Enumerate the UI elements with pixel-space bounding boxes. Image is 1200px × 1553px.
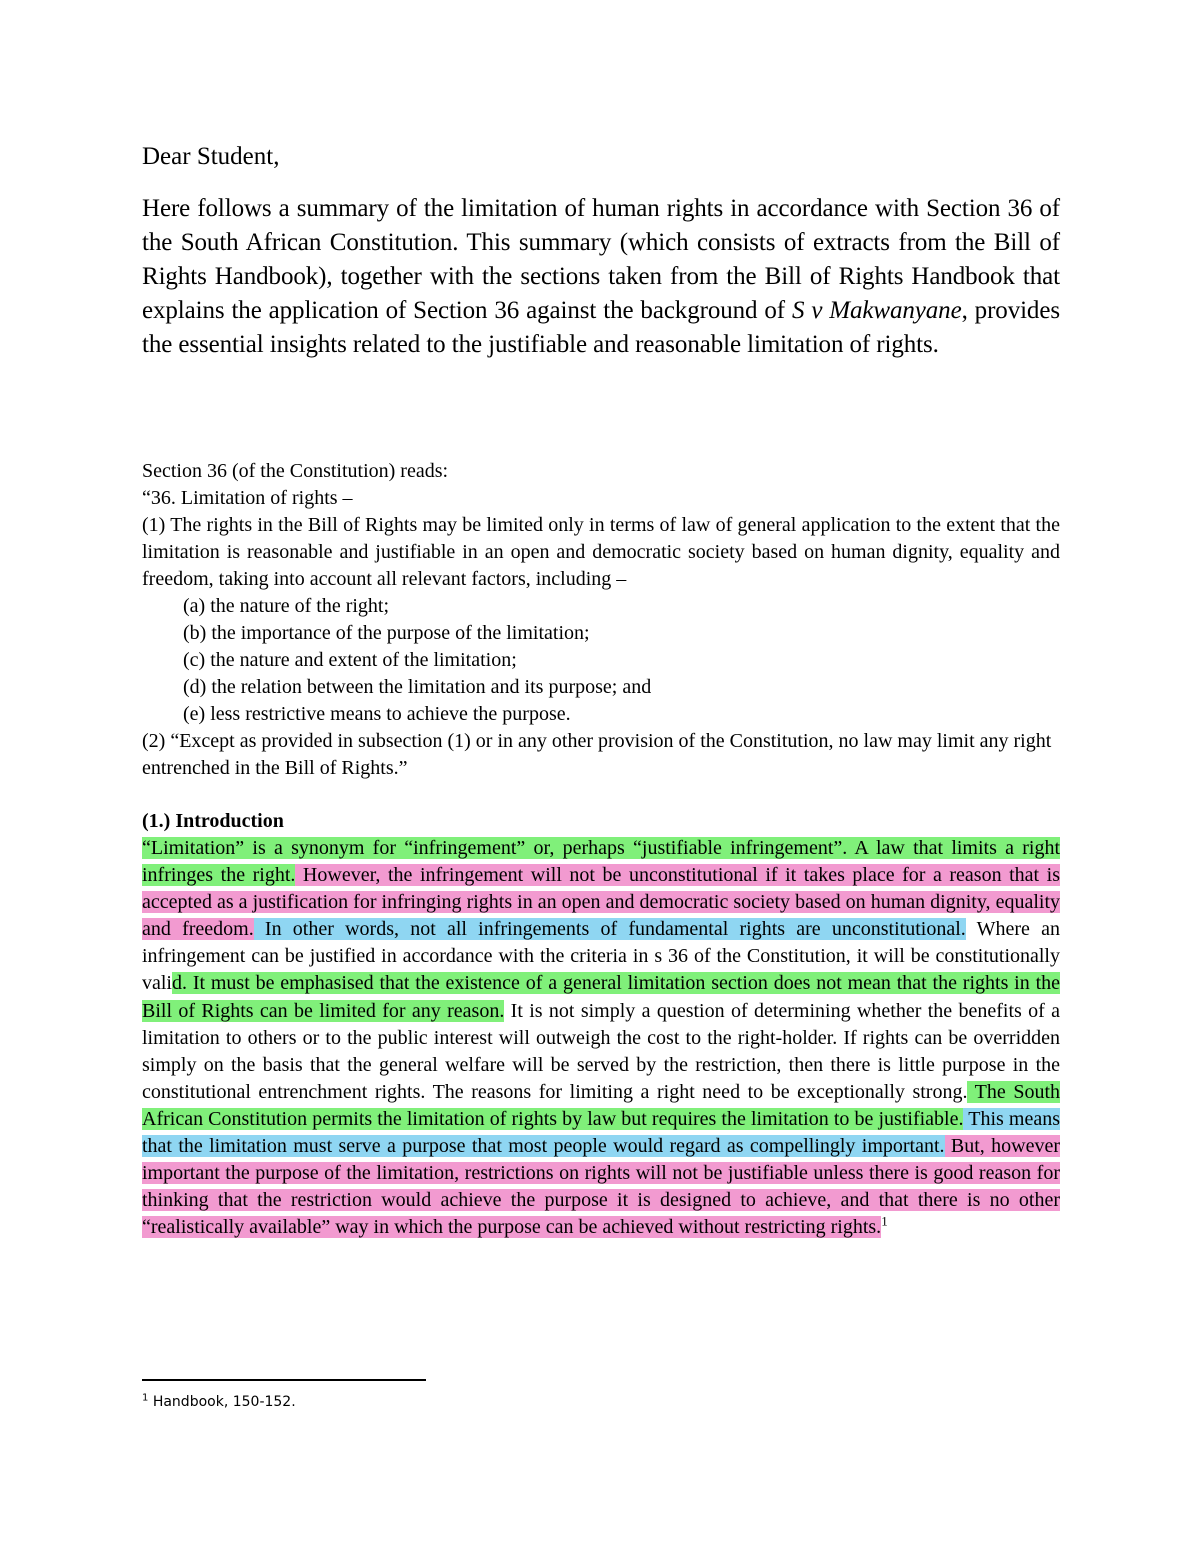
- highlight-pink: However, the infringement will not be unconstitutional if it takes place for a reason that is accepted as a justification for infringing rights in an open and democratic society based on human dignity, equality and freedom.: [142, 864, 1060, 941]
- introduction-body: [142, 835, 1060, 1241]
- highlight-green: “Limitation” is a synonym for “infringement” or, perhaps “justifiable infringement”. A law that limits a right infringes the right.: [142, 837, 1060, 887]
- intro-text-a: Here follows a summary of the limitation of human rights in accordance with Section 36 of the South African Constitution. This summary (which consists of extracts from the Bill of Rights Handbook), together with the sections taken from the Bill of Rights Handbook that explains the application of Section 36 against the background of: [142, 195, 1060, 324]
- introduction-section: [142, 808, 1060, 1241]
- section-36-quote: [142, 458, 1060, 782]
- subsection-1: (1) The rights in the Bill of Rights may be limited only in terms of law of general application to the extent that the limitation is reasonable and justifiable in an open and democratic society based on human dignity, equality and freedom, taking into account all relevant factors, including –: [142, 514, 1060, 590]
- subsection-2: (2) “Except as provided in subsection (1) or in any other provision of the Constitution, no law may limit any right entrenched in the Bill of Rights.”: [142, 730, 1052, 779]
- factor-item: (a) the nature of the right;: [183, 595, 390, 617]
- plain-text: Where an infringement can be justified in accordance with the criteria in s 36 of the Constitution, it will be constitutionally vali: [142, 918, 1060, 995]
- case-name: S v Makwanyane: [791, 297, 962, 324]
- footnote-number: 1: [142, 1392, 149, 1404]
- highlight-pink: But, however important the purpose of the limitation, restrictions on rights will not be justifiable unless there is good reason for thinking that the restriction would achieve the purpose it is designed to achieve, and that there is no other “realistically available” way in which the purpose can be achieved without restricting rights.: [142, 1135, 1060, 1239]
- footnote: [142, 1392, 296, 1412]
- factor-list: [142, 593, 1060, 728]
- intro-paragraph: [142, 192, 1060, 362]
- plain-text: It is not simply a question of determining whether the benefits of a limitation to others or to the public interest will outweigh the cost to the right-holder. If rights can be overridden simply on the basis that the general welfare will be served by the restriction, then there is little purpose in the constitutional entrenchment rights. The reasons for limiting a right need to be exceptionally strong.: [142, 999, 1061, 1103]
- factor-item: (c) the nature and extent of the limitation;: [183, 649, 517, 671]
- highlight-green: The South African Constitution permits the limitation of rights by law but requires the limitation to be justifiable.: [142, 1080, 1060, 1130]
- greeting: Dear Student,: [142, 143, 280, 170]
- highlight-green: d. It must be emphasised that the existence of a general limitation section does not mean that the rights in the Bill of Rights can be limited for any reason.: [142, 972, 1060, 1022]
- footnote-text: Handbook, 150-152.: [148, 1394, 296, 1410]
- section-36-lead: Section 36 (of the Constitution) reads:: [142, 460, 449, 482]
- factor-item: (e) less restrictive means to achieve the purpose.: [183, 703, 571, 725]
- highlight-blue: This means that the limitation must serve a purpose that most people would regard as compellingly important.: [142, 1107, 1060, 1158]
- highlight-blue: In other words, not all infringements of fundamental rights are unconstitutional.: [253, 918, 966, 941]
- factor-item: (d) the relation between the limitation and its purpose; and: [183, 676, 652, 698]
- intro-text-b: , provides the essential insights related to the justifiable and reasonable limitation of rights.: [142, 297, 1060, 358]
- footnote-reference[interactable]: 1: [881, 1213, 888, 1229]
- section-36-heading: “36. Limitation of rights –: [142, 487, 353, 509]
- introduction-heading: (1.) Introduction: [142, 810, 284, 832]
- footnote-divider: [142, 1379, 426, 1381]
- factor-item: (b) the importance of the purpose of the limitation;: [183, 622, 590, 644]
